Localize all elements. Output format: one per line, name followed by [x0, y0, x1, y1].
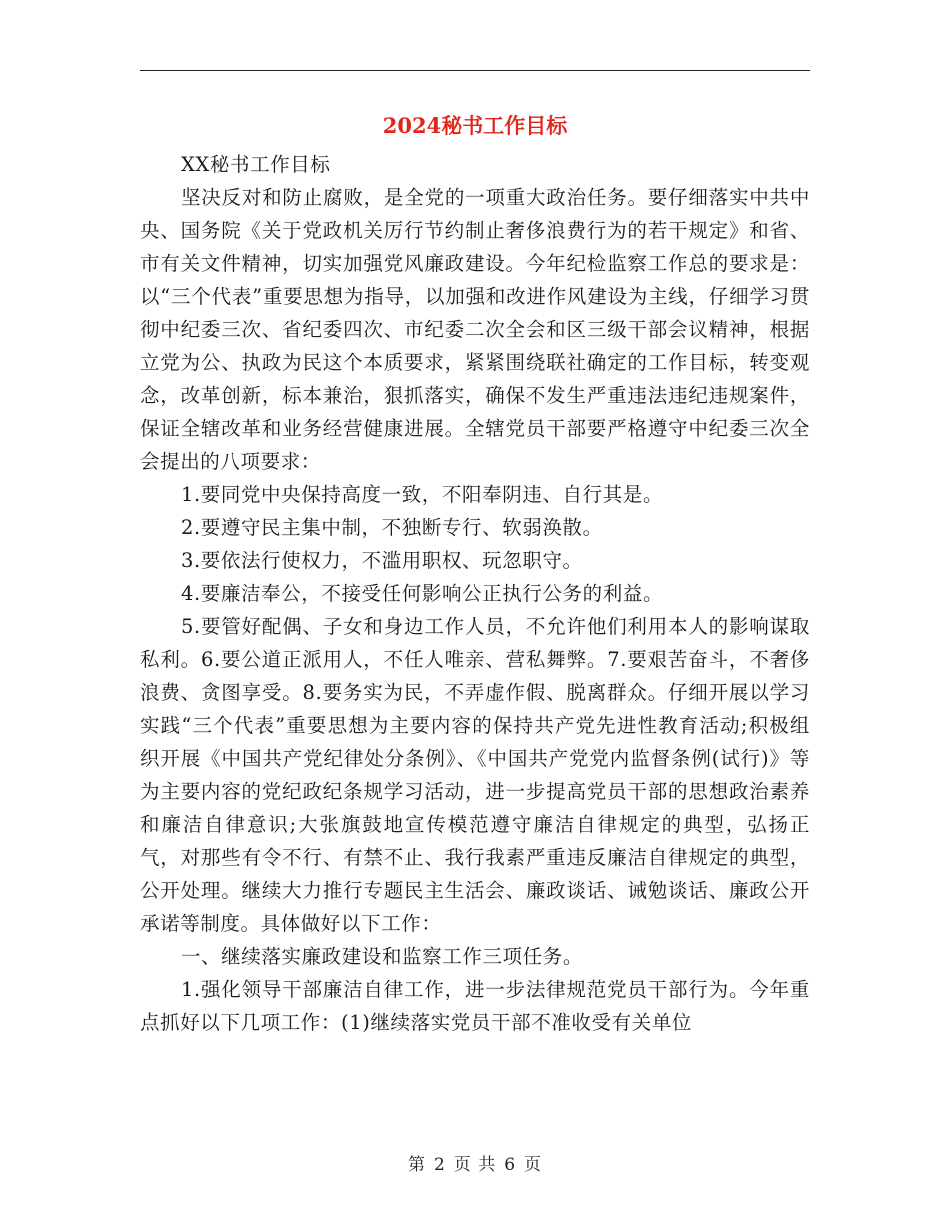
footer-current-page: 2 — [433, 1155, 446, 1175]
body-paragraph: 5.要管好配偶、子女和身边工作人员，不允许他们利用本人的影响谋取私利。6.要公道正派用人，不任人唯亲、营私舞弊。7.要艰苦奋斗，不奢侈浪费、贪图享受。8.要务实为民，不弄虚作假、脱离群众。仔细开展以学习实践“三个代表”重要思想为主要内容的保持共产党先进性教育活动;积极组织开展《中国共产党纪律处分条例》、《中国共产党党内监督条例(试行)》等为主要内容的党纪政纪条规学习活动，进一步提高党员干部的思想政治素养和廉洁自律意识;大张旗鼓地宣传模范遵守廉洁自律规定的典型，弘扬正气，对那些有令不行、有禁不止、我行我素严重违反廉洁自律规定的典型，公开处理。继续大力推行专题民主生活会、廉政谈话、诫勉谈话、廉政公开承诺等制度。具体做好以下工作： — [140, 615, 810, 935]
body-paragraph: 4.要廉洁奉公，不接受任何影响公正执行公务的利益。 — [180, 582, 664, 605]
body-paragraph: 2.要遵守民主集中制，不独断专行、软弱涣散。 — [180, 516, 603, 539]
page-footer — [0, 1153, 950, 1177]
body-paragraph: 坚决反对和防止腐败，是全党的一项重大政治任务。要仔细落实中共中央、国务院《关于党政机关厉行节约制止奢侈浪费行为的若干规定》和省、市有关文件精神，切实加强党风廉政建设。今年纪检监察工作总的要求是：以“三个代表”重要思想为指导，以加强和改进作风建设为主线，仔细学习贯彻中纪委三次、省纪委四次、市纪委二次全会和区三级干部会议精神，根据立党为公、执政为民这个本质要求，紧紧围绕联社确定的工作目标，转变观念，改革创新，标本兼治，狠抓落实，确保不发生严重违法违纪违规案件，保证全辖改革和业务经营健康进展。全辖党员干部要严格遵守中纪委三次全会提出的八项要求： — [140, 186, 810, 473]
document-body — [140, 148, 810, 1039]
document-title: 2024秘书工作目标 — [382, 113, 568, 138]
footer-suffix: 页 — [524, 1155, 543, 1175]
body-paragraph: 3.要依法行使权力，不滥用职权、玩忽职守。 — [180, 549, 583, 572]
footer-middle: 页 共 — [453, 1155, 497, 1175]
body-paragraph: 1.强化领导干部廉洁自律工作，进一步法律规范党员干部行为。今年重点抓好以下几项工作：(1)继续落实党员干部不准收受有关单位 — [140, 978, 810, 1034]
document-subtitle: XX秘书工作目标 — [180, 153, 331, 176]
header-rule — [140, 70, 810, 71]
body-paragraph: 一、继续落实廉政建设和监察工作三项任务。 — [180, 945, 583, 968]
footer-total-pages: 6 — [504, 1155, 517, 1175]
footer-prefix: 第 — [407, 1155, 426, 1175]
body-paragraph: 1.要同党中央保持高度一致，不阳奉阴违、自行其是。 — [180, 483, 664, 506]
